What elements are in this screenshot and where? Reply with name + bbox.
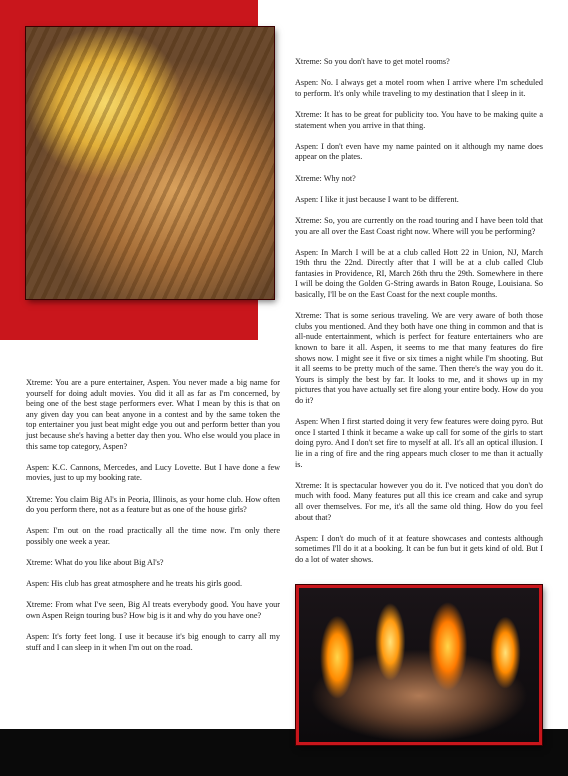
- paragraph: Aspen: His club has great atmosphere and he treats his girls good.: [26, 579, 243, 589]
- paragraph: Xtreme: You are a pure entertainer, Aspen. You never made a big name for yourself for doing adult movies. You did it all as far as I'm concerned, by being one of the best stage performers ever. What I mean by this is that on any given day you can beat anyone in a contest and by the same token the top entertainer you just beat might edge you out and perform better than you just because she's having a better day then you. Who else would you place in this same top category, Aspen?: [26, 378, 280, 451]
- paragraph: Xtreme: What do you like about Big Al's?: [26, 558, 164, 568]
- paragraph: Aspen: When I first started doing it very few features were doing pyro. But once I started I think it became a wake up call for some of the girls to start doing pyro. And I don't set fire to myself at all. It's all an optical illusion. I lie in a ring of fire and the ring appears much closer to me than it actually is.: [295, 417, 543, 469]
- interview-column-right: [295, 57, 543, 576]
- paragraph: Aspen: In March I will be at a club called Hott 22 in Union, NJ, March 19th thru the 22nd. Directly after that I will be at a club called Club fantasies in Providence, RI, March 26th thru the 29th. Somewhere in there I will be doing the Golden G-String awards in Baton Rouge, Louisiana. So basically, I'll be on the East Coast for the next couple months.: [295, 247, 543, 300]
- paragraph: Xtreme: Why not?: [295, 173, 356, 183]
- paragraph: Xtreme: You claim Big Al's in Peoria, Illinois, as your home club. How often do you perform there, not as a feature but as one of the house girls?: [26, 494, 280, 515]
- portrait-photo: [26, 27, 274, 299]
- paragraph: Aspen: I like it just because I want to be different.: [295, 194, 459, 204]
- paragraph: Xtreme: It has to be great for publicity too. You have to be making quite a statement when you arrive in that thing.: [295, 109, 543, 130]
- paragraph: Xtreme: That is some serious traveling. We are very aware of both those clubs you mentioned. And they both have one thing in common and that is all-nude entertainment, which is perfect for feature entertainers who are known to bare it all. Aspen, it seems to me that many features do fire shows now. I might see it five or six times a night while I'm shooting. But it all seems to be pretty much of the same. Then there's the way you do it. Yours is simply the best by far. It looks to me, and it shows up in my pictures that you have actually set fire along your entire body. How do you do it?: [295, 311, 543, 405]
- paragraph: Aspen: I don't do much of it at feature showcases and contests although sometimes I'll do it at a booking. It can be fun but it gets kind of old. But I do a lot of water shows.: [295, 533, 543, 564]
- paragraph: Aspen: It's forty feet long. I use it because it's big enough to carry all my stuff and I can sleep in it when I'm out on the road.: [26, 632, 280, 652]
- paragraph: Xtreme: It is spectacular however you do it. I've noticed that you don't do much with food. Many features put all this ice cream and cake and syrup all over themselves. For me, it's all the same old thing. How do you feel about that?: [295, 480, 543, 522]
- paragraph: Aspen: No. I always get a motel room when I arrive where I'm scheduled to perform. It's only while traveling to my destination that I sleep in it.: [295, 78, 543, 98]
- fire-show-photo: [296, 585, 542, 745]
- paragraph: Xtreme: From what I've seen, Big Al treats everybody good. You have your own Aspen Reign touring bus? How big is it and why do you have one?: [26, 600, 280, 621]
- paragraph: Aspen: I don't even have my name painted on it although my name does appear on the plates.: [295, 141, 543, 162]
- interview-column-left: [26, 378, 280, 664]
- paragraph: Xtreme: So you don't have to get motel rooms?: [295, 57, 450, 66]
- paragraph: Aspen: I'm out on the road practically all the time now. I'm only there possibly one week a year.: [26, 526, 280, 546]
- paragraph: Xtreme: So, you are currently on the road touring and I have been told that you are all over the East Coast right now. Where will you be performing?: [295, 215, 543, 236]
- paragraph: Aspen: K.C. Cannons, Mercedes, and Lucy Lovette. But I have done a few movies, just to up my booking rate.: [26, 462, 280, 483]
